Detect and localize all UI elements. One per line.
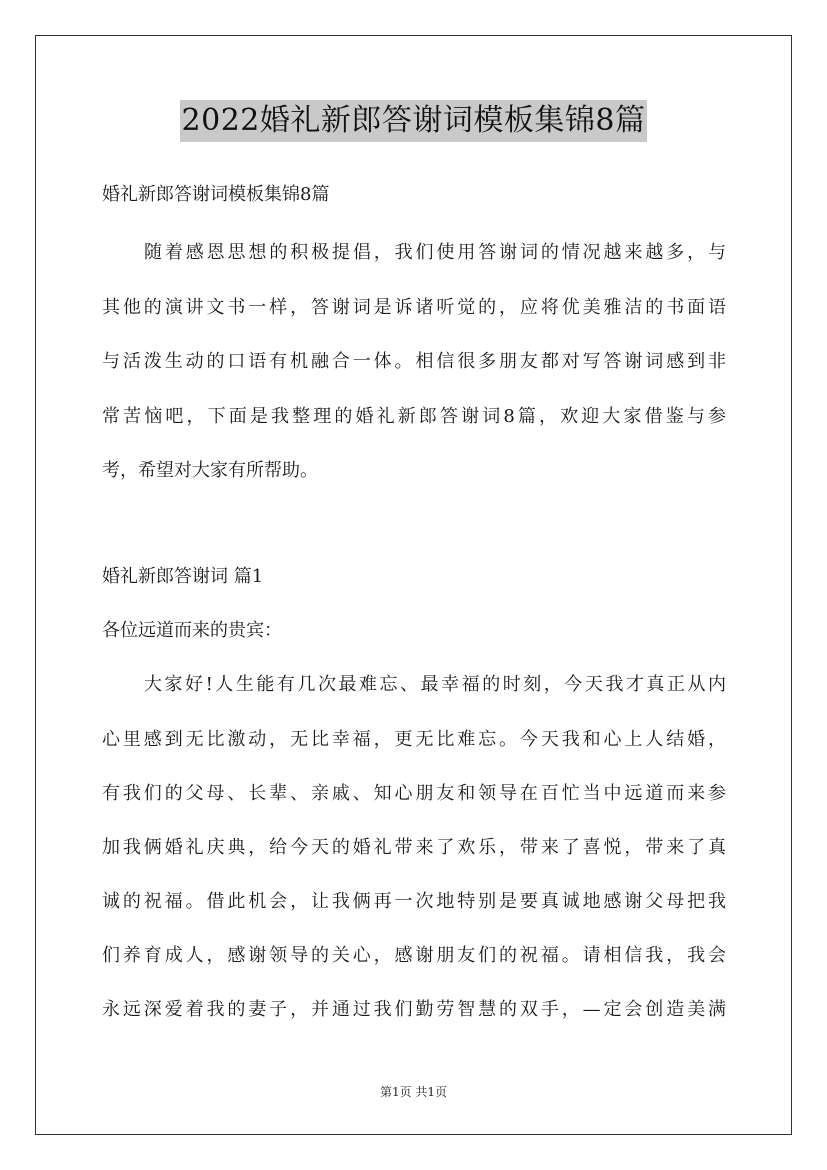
body-line: 加我俩婚礼庆典，给今天的婚礼带来了欢乐，带来了喜悦，带来了真 (102, 837, 726, 858)
body-line: 大家好!人生能有几次最难忘、最幸福的时刻，今天我才真正从内 (144, 674, 726, 695)
intro-line: 常苦恼吧，下面是我整理的婚礼新郎答谢词8篇，欢迎大家借鉴与参 (102, 406, 726, 427)
body-line: 有我们的父母、长辈、亲戚、知心朋友和领导在百忙当中远道而来参 (102, 783, 726, 804)
intro-line: 考，希望对大家有所帮助。 (102, 460, 318, 481)
intro-line: 其他的演讲文书一样，答谢词是诉诸听觉的，应将优美雅洁的书面语 (102, 297, 726, 318)
body-line: 诚的祝福。借此机会，让我俩再一次地特别是要真诚地感谢父母把我 (102, 891, 726, 912)
title-container (0, 100, 827, 142)
section-heading: 婚礼新郎答谢词 篇1 (102, 566, 264, 587)
document-title: 2022婚礼新郎答谢词模板集锦8篇 (180, 100, 648, 142)
body-line: 永远深爱着我的妻子，并通过我们勤劳智慧的双手，—定会创造美满 (102, 999, 726, 1020)
body-line: 们养育成人，感谢领导的关心，感谢朋友们的祝福。请相信我，我会 (102, 945, 726, 966)
intro-line: 与活泼生动的口语有机融合一体。相信很多朋友都对写答谢词感到非 (102, 351, 726, 372)
greeting: 各位远道而来的贵宾： (102, 620, 282, 641)
document-subtitle: 婚礼新郎答谢词模板集锦8篇 (102, 184, 330, 205)
page-footer: 第1页 共1页 (379, 1085, 448, 1099)
body-line: 心里感到无比激动，无比幸福，更无比难忘。今天我和心上人结婚， (102, 729, 726, 750)
intro-line: 随着感恩思想的积极提倡，我们使用答谢词的情况越来越多，与 (144, 242, 726, 263)
